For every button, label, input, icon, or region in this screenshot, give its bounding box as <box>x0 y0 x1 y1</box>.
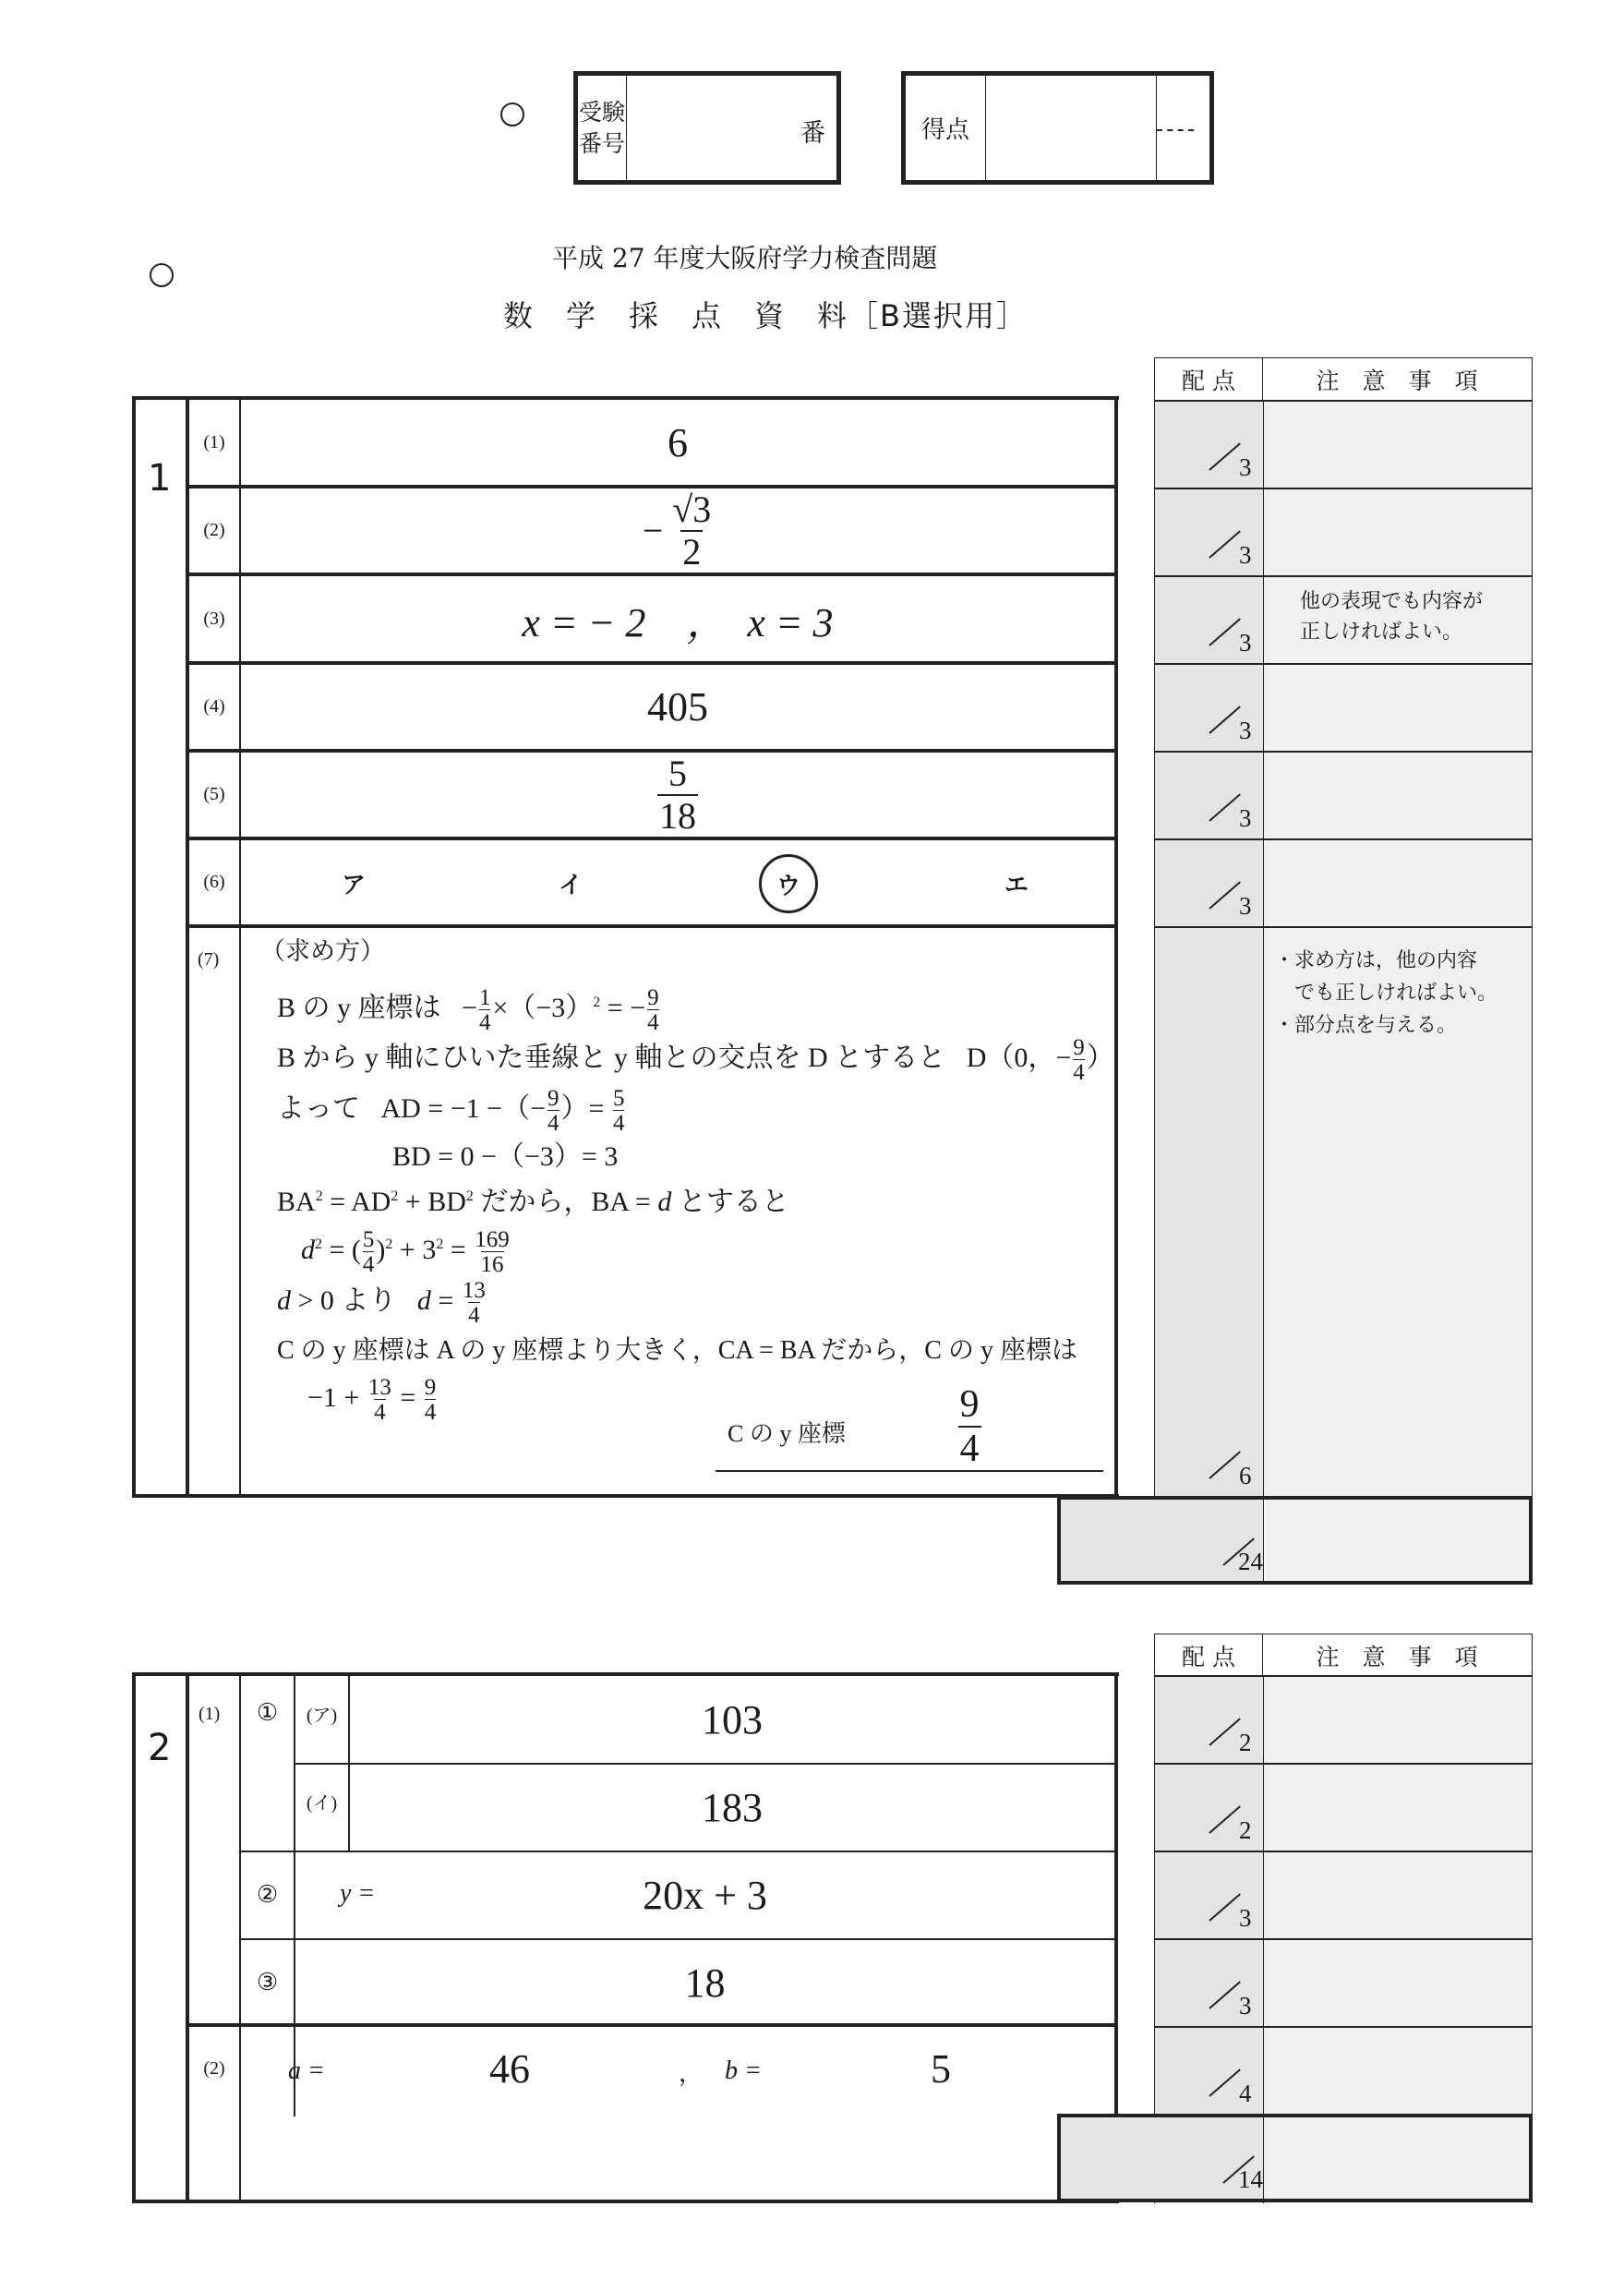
choice-a[interactable]: ア <box>342 872 367 899</box>
answer-1-2: − $\frac{√3}{2}$ <box>642 488 712 573</box>
work-line-9: −1 + $\frac{13}{4}$ = $\frac{9}{4}$ <box>307 1375 437 1425</box>
question-label: (7) <box>198 949 220 970</box>
section2-number: 2 <box>148 1727 172 1769</box>
note-1-7: ・求め方は，他の内容 でも正しければよい。 ・部分点を与える。 <box>1274 949 1498 1038</box>
score-cell-2-1b[interactable]: 2 <box>1154 1763 1263 1851</box>
question-label: (6) <box>203 872 225 892</box>
answer-2-1b: 183 <box>702 1784 763 1830</box>
points-header: 配 点 <box>1155 358 1263 401</box>
score-cell-1-2[interactable]: 3 <box>1154 488 1263 575</box>
final-answer-label: C の y 座標 <box>728 1420 846 1447</box>
work-line-1: B の y 座標は − $\frac{1}{4}$ $\times(-3)^2$ = − $\frac{9}{4}$ <box>277 985 659 1035</box>
answer-2-4-b: 5 <box>931 2046 951 2092</box>
punch-hole-icon <box>150 263 174 287</box>
question-label: (4) <box>203 696 225 717</box>
final-answer: $\frac{9}{4}$ <box>959 1383 980 1470</box>
score-label: 得点 <box>906 76 986 180</box>
score-input[interactable] <box>986 76 1157 180</box>
answer-2-2: 20x + 3 <box>643 1872 767 1918</box>
question-label: (2) <box>203 2058 225 2079</box>
exam-number-label: 受験 番号 <box>578 76 627 180</box>
score-box <box>901 71 1214 185</box>
answer-1-5: $\frac{5}{18}$ <box>659 752 696 837</box>
answer-2-1a: 103 <box>702 1696 763 1742</box>
exam-number-box <box>573 71 841 185</box>
section1-number: 1 <box>148 457 172 500</box>
question-label: (5) <box>203 784 225 804</box>
work-line-4: BD = 0 −（−3）= 3 <box>392 1141 619 1172</box>
page-title: 数 学 採 点 資 料［B選択用］ <box>503 298 1028 333</box>
sub-question-label: ② <box>256 1881 279 1908</box>
score-cell-2-3[interactable]: 3 <box>1154 1938 1263 2026</box>
choice-e[interactable]: エ <box>1004 872 1029 899</box>
work-line-2: B から y 軸にひいた垂線と y 軸との交点を D とすると D（0，− $\frac{9}{4}$ ） <box>277 1035 1114 1085</box>
score-cell-1-1[interactable]: 3 <box>1154 400 1263 488</box>
answer-2-4-a: 46 <box>489 2046 530 2092</box>
answer-prefix: y = <box>340 1879 376 1908</box>
work-line-5: $BA^2 = AD^2 + BD^2$ だから，BA = d とすると <box>277 1187 789 1217</box>
work-line-8: C の y 座標は A の y 座標より大きく，CA = BA だから，C の y 座標は <box>277 1336 1077 1365</box>
points-header: 配 点 <box>1155 1634 1263 1676</box>
work-heading: （求め方） <box>260 937 385 965</box>
answer-underline <box>716 1470 1103 1472</box>
notes-header: 注 意 事 項 <box>1316 1643 1478 1670</box>
score-cell-1-7[interactable]: 6 <box>1154 926 1263 1496</box>
choice-i[interactable]: イ <box>559 872 583 899</box>
sub-sub-label: (ア) <box>306 1705 338 1726</box>
question-label: (1) <box>203 431 225 452</box>
score-cell-1-3[interactable]: 3 <box>1154 575 1263 663</box>
score-cell-2-1a[interactable]: 2 <box>1154 1675 1263 1763</box>
answer-1-1: 6 <box>668 419 688 465</box>
points-notes-header <box>1154 1634 1533 1676</box>
answer-prefix-a: a = <box>288 2056 325 2085</box>
score-cell-2-4[interactable]: 4 <box>1154 2026 1263 2114</box>
question-label: (2) <box>203 520 225 540</box>
work-line-7: d > 0 より d = $\frac{13}{4}$ <box>277 1278 486 1328</box>
note-1-3: 他の表現でも内容が 正しければよい。 <box>1300 590 1484 644</box>
work-line-3: よって AD = −1 −（− $\frac{9}{4}$ ）= $\frac{5}{4}$ <box>277 1086 625 1136</box>
sub-question-label: ① <box>256 1699 279 1726</box>
punch-hole-icon <box>500 102 524 127</box>
total-points-cell[interactable]: 14 <box>1061 2117 1264 2199</box>
score-cell-1-6[interactable]: 3 <box>1154 838 1263 926</box>
work-line-6: $d^2$ = ( $\frac{5}{4}$ )$^2 + 3^2$ = $\frac{169}{16}$ <box>301 1227 510 1277</box>
points-notes-header <box>1154 357 1533 401</box>
score-cell-2-2[interactable]: 3 <box>1154 1851 1263 1938</box>
exam-number-suffix: 番 <box>800 119 825 148</box>
question-label: (1) <box>198 1704 221 1724</box>
question-label: (3) <box>203 608 225 629</box>
exam-number-input[interactable] <box>627 76 836 180</box>
choice-u-selected[interactable]: ウ <box>759 854 818 913</box>
answer-1-3: x = − 2 ， x = 3 <box>522 600 834 645</box>
page-subtitle: 平成 27 年度大阪府学力検査問題 <box>552 243 938 273</box>
sub-sub-label: (イ) <box>306 1792 338 1814</box>
notes-header: 注 意 事 項 <box>1316 368 1478 394</box>
answer-prefix-b: b = <box>725 2056 762 2085</box>
answer-separator: ， <box>679 2060 704 2087</box>
answer-2-3: 18 <box>684 1959 726 2006</box>
answer-1-4: 405 <box>647 684 708 730</box>
score-cell-1-5[interactable]: 3 <box>1154 751 1263 838</box>
sub-question-label: ③ <box>256 1969 279 1996</box>
score-dash <box>1157 129 1194 131</box>
section2-total-box <box>1057 2114 1533 2202</box>
score-cell-1-4[interactable]: 3 <box>1154 663 1263 751</box>
total-points-cell[interactable]: 24 <box>1061 1500 1264 1581</box>
section1-total-box <box>1057 1496 1533 1585</box>
